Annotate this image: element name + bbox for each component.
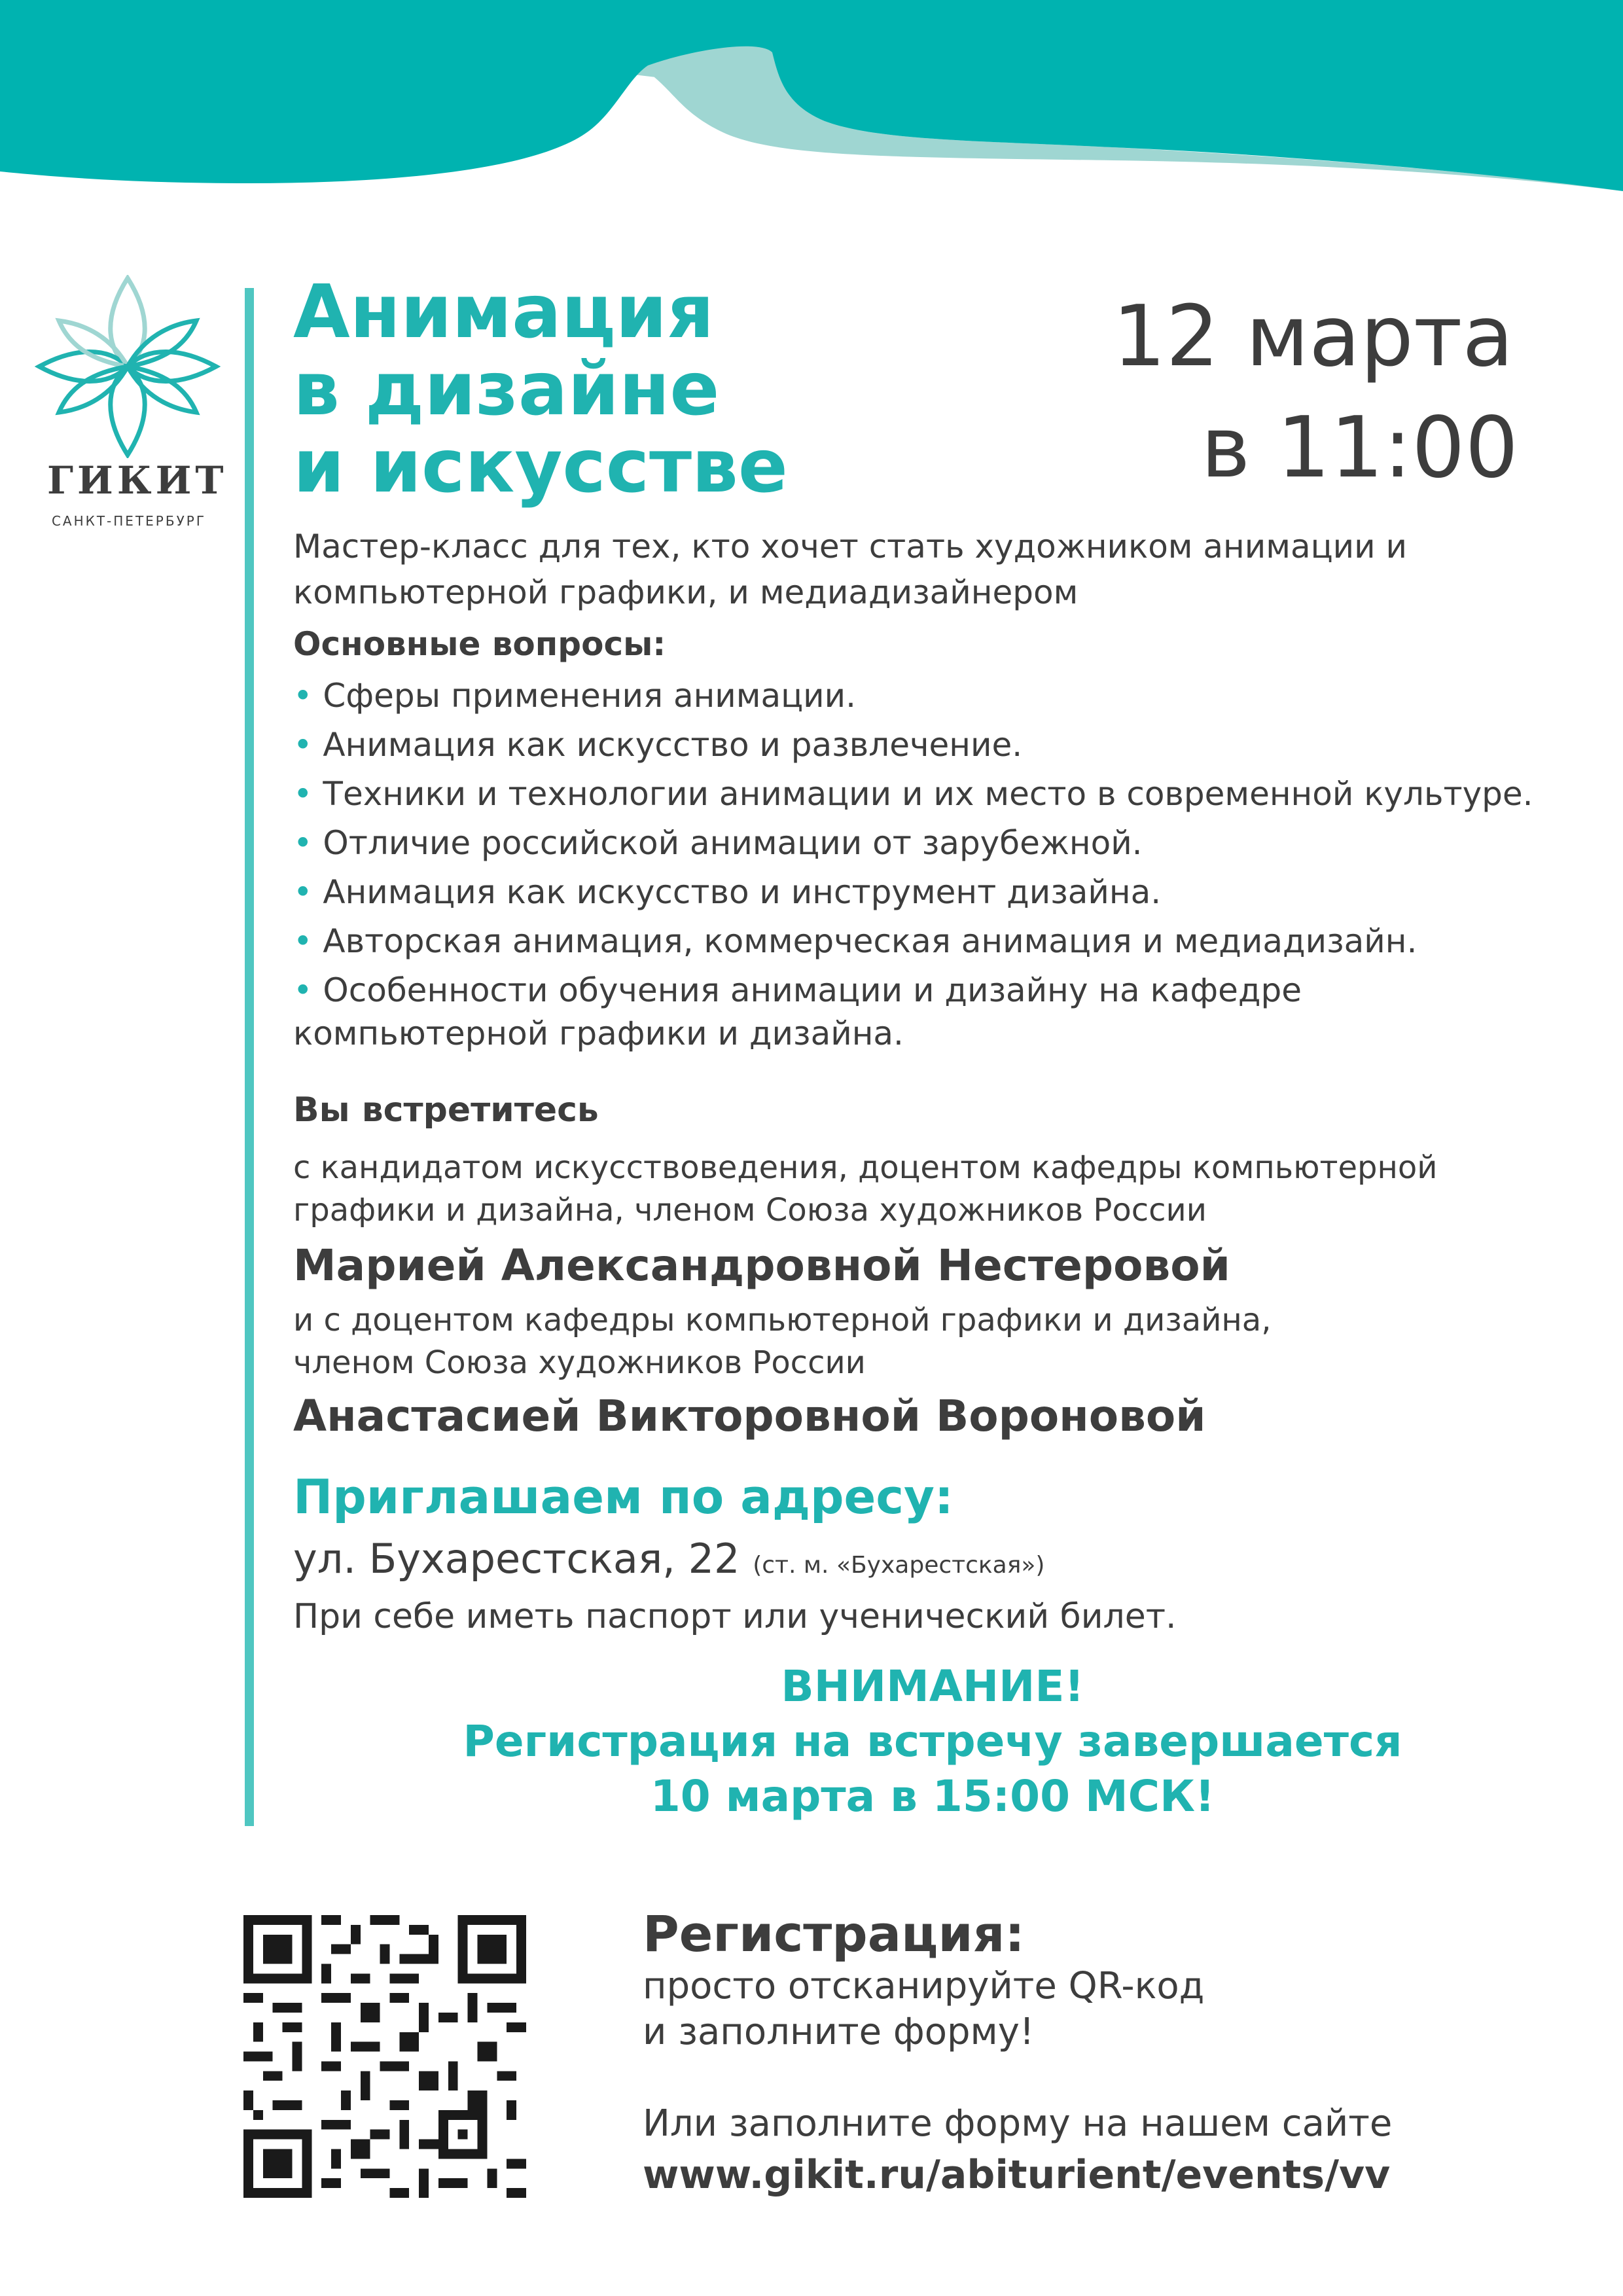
bullet-icon: • (293, 726, 313, 764)
speaker1-name: Марией Александровной Нестеровой (293, 1240, 1230, 1291)
logo-city: САНКТ-ПЕТЕРБУРГ (51, 513, 207, 529)
list-item: • Отличие российской анимации от зарубежной. (293, 824, 1143, 862)
list-item: • Анимация как искусство и инструмент дизайна. (293, 873, 1162, 911)
address-heading: Приглашаем по адресу: (293, 1469, 954, 1524)
list-item: • Авторская анимация, коммерческая анимация и медиадизайн. (293, 922, 1418, 960)
speaker2-name: Анастасией Викторовной Вороновой (293, 1391, 1206, 1441)
attention-deadline-text: Регистрация на встречу завершается (463, 1716, 1402, 1767)
bullet-icon: • (293, 971, 313, 1009)
list-item: • Техники и технологии анимации и их место в современной культуре. (293, 775, 1533, 813)
bullet-icon: • (293, 873, 313, 911)
address-metro-note: (ст. м. «Бухарестская») (753, 1552, 1045, 1579)
logo-name: ГИКИТ (47, 458, 228, 503)
qr-code[interactable] (243, 1915, 526, 2198)
registration-instructions: просто отсканируйте QR-код и заполните форму! (643, 1965, 1205, 2053)
event-title: Анимация в дизайне и искусстве (293, 270, 788, 509)
bullet-icon: • (293, 824, 313, 862)
passport-note: При себе иметь паспорт или ученический билет. (293, 1597, 1177, 1636)
registration-site-text: Или заполните форму на нашем сайте (643, 2102, 1393, 2145)
attention-deadline-date: 10 марта в 15:00 МСК! (650, 1771, 1215, 1821)
gikit-logo-icon (33, 275, 223, 458)
vertical-divider (245, 288, 254, 1826)
registration-url-link[interactable]: www.gikit.ru/abiturient/events/vv (643, 2152, 1391, 2198)
list-item: • Особенности обучения анимации и дизайну на кафедре компьютерной графики и дизайна. (293, 971, 1302, 1052)
address-street: ул. Бухарестская, 22 (293, 1535, 740, 1583)
bullet-icon: • (293, 677, 313, 715)
meet-heading: Вы встретитесь (293, 1090, 599, 1130)
address (293, 1535, 1044, 1583)
attention-title: ВНИМАНИЕ! (781, 1661, 1084, 1712)
header-wave-decoration (0, 0, 1623, 196)
bullet-icon: • (293, 775, 313, 813)
speaker2-description: и с доцентом кафедры компьютерной графики и дизайна, членом Союза художников России (293, 1302, 1272, 1381)
speaker1-description: с кандидатом искусствоведения, доцентом кафедры компьютерной графики и дизайна, членом Союза художников России (293, 1149, 1438, 1229)
event-time: в 11:00 (1201, 399, 1518, 497)
bullet-icon: • (293, 922, 313, 960)
questions-list (293, 674, 1609, 1061)
list-item: • Сферы применения анимации. (293, 677, 857, 715)
questions-heading: Основные вопросы: (293, 625, 666, 663)
attention-block (301, 1659, 1564, 1824)
event-intro: Мастер-класс для тех, кто хочет стать художником анимации и компьютерной графики, и медиадизайнером (293, 528, 1408, 611)
event-date: 12 марта (1113, 288, 1514, 386)
list-item: • Анимация как искусство и развлечение. (293, 726, 1023, 764)
registration-heading: Регистрация: (643, 1905, 1025, 1963)
